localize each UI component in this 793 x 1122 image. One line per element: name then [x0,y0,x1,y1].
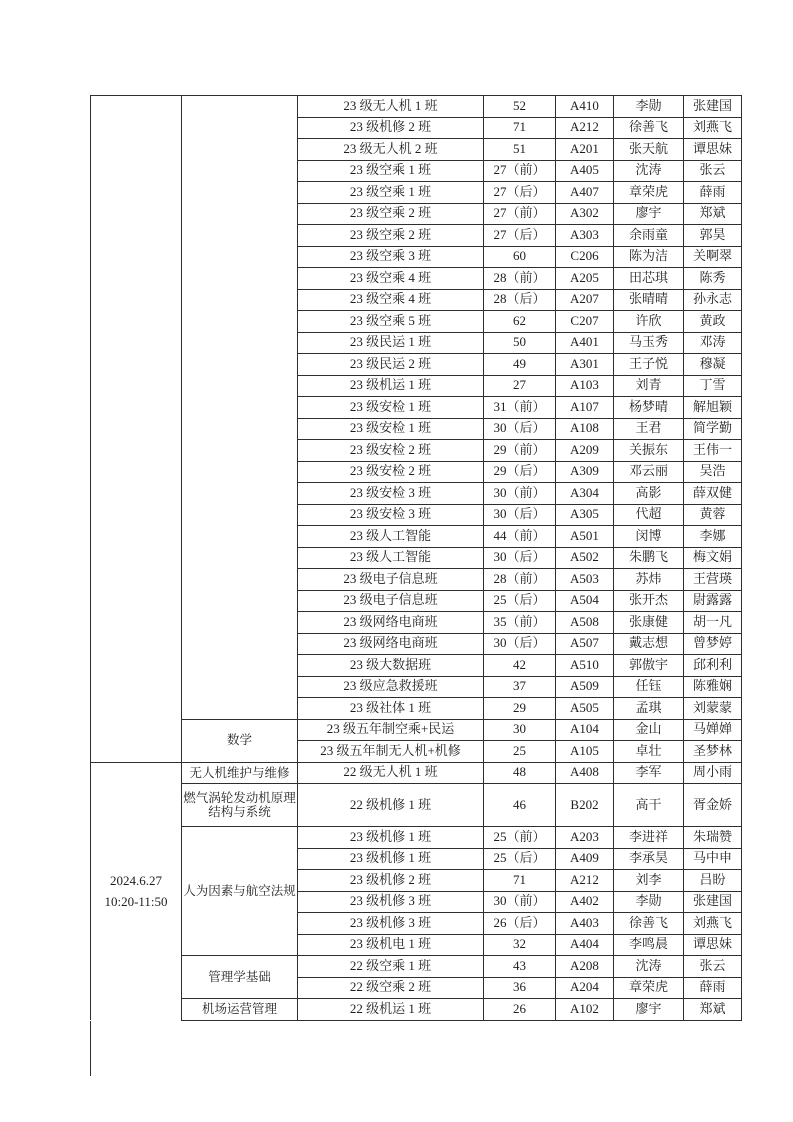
count-cell: 30（后） [484,504,556,526]
table-row [91,784,742,827]
count-cell: 60 [484,246,556,268]
invigilator1-cell: 郭傲宇 [614,655,684,677]
count-cell: 32 [484,934,556,956]
invigilator1-cell: 邓云丽 [614,461,684,483]
subject-cell: 管理学基础 [182,956,298,999]
room-cell: C206 [556,246,614,268]
room-cell: A510 [556,655,614,677]
room-cell: A104 [556,719,614,741]
room-cell: A105 [556,741,614,763]
invigilator2-cell: 郑斌 [684,999,742,1021]
room-cell: B202 [556,784,614,827]
room-cell: A505 [556,698,614,720]
invigilator1-cell: 朱鹏飞 [614,547,684,569]
table-row [91,827,742,849]
invigilator2-cell: 梅文娟 [684,547,742,569]
class-cell: 23 级空乘 1 班 [298,160,484,182]
room-cell: A507 [556,633,614,655]
class-cell: 23 级空乘 1 班 [298,182,484,204]
count-cell: 51 [484,139,556,161]
count-cell: 27（后） [484,225,556,247]
room-cell: A401 [556,332,614,354]
invigilator1-cell: 金山 [614,719,684,741]
class-cell: 23 级机修 3 班 [298,891,484,913]
count-cell: 71 [484,117,556,139]
room-cell: A405 [556,160,614,182]
invigilator2-cell: 黄政 [684,311,742,333]
count-cell: 29（后） [484,461,556,483]
room-cell: A509 [556,676,614,698]
count-cell: 26 [484,999,556,1021]
invigilator1-cell: 李勋 [614,891,684,913]
invigilator1-cell: 戴志想 [614,633,684,655]
invigilator1-cell: 王君 [614,418,684,440]
class-cell: 23 级大数据班 [298,655,484,677]
count-cell: 52 [484,96,556,118]
class-cell: 22 级无人机 1 班 [298,762,484,784]
count-cell: 27（后） [484,182,556,204]
room-cell: A508 [556,612,614,634]
invigilator2-cell: 刘蒙蒙 [684,698,742,720]
subject-cell: 燃气涡轮发动机原理结构与系统 [182,784,298,827]
invigilator1-cell: 田芯琪 [614,268,684,290]
class-cell: 23 级空乘 5 班 [298,311,484,333]
class-cell: 23 级网络电商班 [298,633,484,655]
invigilator2-cell: 朱瑞赞 [684,827,742,849]
invigilator1-cell: 徐善飞 [614,913,684,935]
room-cell: C207 [556,311,614,333]
count-cell: 28（后） [484,289,556,311]
room-cell: A302 [556,203,614,225]
class-cell: 23 级空乘 2 班 [298,225,484,247]
invigilator2-cell: 郑斌 [684,203,742,225]
count-cell: 50 [484,332,556,354]
invigilator2-cell: 胥金娇 [684,784,742,827]
class-cell: 23 级民运 2 班 [298,354,484,376]
invigilator1-cell: 张康健 [614,612,684,634]
invigilator2-cell: 王伟一 [684,440,742,462]
invigilator2-cell: 吕盼 [684,870,742,892]
exam-time: 10:20-11:50 [104,894,168,910]
invigilator2-cell: 尉露露 [684,590,742,612]
class-cell: 23 级无人机 2 班 [298,139,484,161]
table-row [91,719,742,741]
exam-schedule-table [90,95,742,1021]
invigilator2-cell: 孙永志 [684,289,742,311]
room-cell: A503 [556,569,614,591]
count-cell: 30（前） [484,483,556,505]
invigilator1-cell: 李鸣晨 [614,934,684,956]
subject-cell: 数学 [182,719,298,762]
class-cell: 23 级五年制空乘+民运 [298,719,484,741]
class-cell: 23 级空乘 4 班 [298,268,484,290]
class-cell: 23 级机修 3 班 [298,913,484,935]
invigilator1-cell: 许欣 [614,311,684,333]
class-cell: 23 级安检 2 班 [298,440,484,462]
invigilator2-cell: 曾梦婷 [684,633,742,655]
class-cell: 23 级机运 1 班 [298,375,484,397]
invigilator1-cell: 关振东 [614,440,684,462]
invigilator1-cell: 徐善飞 [614,117,684,139]
class-cell: 23 级安检 2 班 [298,461,484,483]
count-cell: 49 [484,354,556,376]
class-cell: 22 级机运 1 班 [298,999,484,1021]
class-cell: 23 级安检 1 班 [298,397,484,419]
count-cell: 28（前） [484,569,556,591]
invigilator1-cell: 廖宇 [614,203,684,225]
room-cell: A403 [556,913,614,935]
room-cell: A204 [556,977,614,999]
room-cell: A408 [556,762,614,784]
table-row [91,956,742,978]
invigilator1-cell: 王子悦 [614,354,684,376]
invigilator1-cell: 高影 [614,483,684,505]
page-continuation-line [90,1021,91,1076]
subject-cell [182,96,298,720]
invigilator2-cell: 张云 [684,160,742,182]
count-cell: 25（后） [484,848,556,870]
count-cell: 25（前） [484,827,556,849]
count-cell: 30 [484,719,556,741]
invigilator1-cell: 张天航 [614,139,684,161]
invigilator1-cell: 张开杰 [614,590,684,612]
class-cell: 23 级空乘 2 班 [298,203,484,225]
invigilator1-cell: 苏炜 [614,569,684,591]
class-cell: 23 级安检 3 班 [298,504,484,526]
count-cell: 30（后） [484,633,556,655]
invigilator2-cell: 张建国 [684,96,742,118]
invigilator1-cell: 卓壮 [614,741,684,763]
class-cell: 23 级民运 1 班 [298,332,484,354]
invigilator1-cell: 李军 [614,762,684,784]
invigilator2-cell: 张云 [684,956,742,978]
room-cell: A102 [556,999,614,1021]
table-row [91,96,742,118]
count-cell: 27（前） [484,203,556,225]
invigilator1-cell: 沈涛 [614,956,684,978]
invigilator2-cell: 王营瑛 [684,569,742,591]
count-cell: 71 [484,870,556,892]
room-cell: A410 [556,96,614,118]
invigilator1-cell: 李承昊 [614,848,684,870]
count-cell: 27（前） [484,160,556,182]
invigilator2-cell: 圣梦林 [684,741,742,763]
room-cell: A108 [556,418,614,440]
room-cell: A212 [556,870,614,892]
invigilator2-cell: 薛雨 [684,977,742,999]
invigilator2-cell: 胡一凡 [684,612,742,634]
invigilator2-cell: 周小雨 [684,762,742,784]
room-cell: A304 [556,483,614,505]
subject-cell: 机场运营管理 [182,999,298,1021]
class-cell: 23 级五年制无人机+机修 [298,741,484,763]
count-cell: 31（前） [484,397,556,419]
class-cell: 23 级网络电商班 [298,612,484,634]
invigilator1-cell: 高干 [614,784,684,827]
invigilator1-cell: 沈涛 [614,160,684,182]
invigilator2-cell: 马中申 [684,848,742,870]
class-cell: 23 级机修 2 班 [298,870,484,892]
class-cell: 23 级人工智能 [298,526,484,548]
count-cell: 43 [484,956,556,978]
count-cell: 30（后） [484,418,556,440]
class-cell: 23 级空乘 3 班 [298,246,484,268]
invigilator1-cell: 章荣虎 [614,977,684,999]
room-cell: A103 [556,375,614,397]
count-cell: 29（前） [484,440,556,462]
count-cell: 37 [484,676,556,698]
invigilator2-cell: 马婵婵 [684,719,742,741]
class-cell: 22 级空乘 1 班 [298,956,484,978]
class-cell: 23 级无人机 1 班 [298,96,484,118]
count-cell: 30（前） [484,891,556,913]
count-cell: 29 [484,698,556,720]
class-cell: 22 级空乘 2 班 [298,977,484,999]
invigilator1-cell: 任钰 [614,676,684,698]
invigilator2-cell: 邱利利 [684,655,742,677]
class-cell: 23 级机修 2 班 [298,117,484,139]
invigilator2-cell: 谭思妹 [684,934,742,956]
count-cell: 27 [484,375,556,397]
room-cell: A409 [556,848,614,870]
class-cell: 23 级机电 1 班 [298,934,484,956]
invigilator1-cell: 孟琪 [614,698,684,720]
invigilator1-cell: 张晴晴 [614,289,684,311]
count-cell: 36 [484,977,556,999]
count-cell: 35（前） [484,612,556,634]
count-cell: 44（前） [484,526,556,548]
invigilator1-cell: 刘李 [614,870,684,892]
table-row [91,762,742,784]
count-cell: 25 [484,741,556,763]
invigilator2-cell: 简学勤 [684,418,742,440]
invigilator1-cell: 李进祥 [614,827,684,849]
class-cell: 23 级电子信息班 [298,590,484,612]
room-cell: A502 [556,547,614,569]
invigilator1-cell: 章荣虎 [614,182,684,204]
room-cell: A402 [556,891,614,913]
count-cell: 25（后） [484,590,556,612]
invigilator1-cell: 杨梦晴 [614,397,684,419]
exam-date: 2024.6.27 [110,873,162,889]
class-cell: 23 级空乘 4 班 [298,289,484,311]
room-cell: A303 [556,225,614,247]
invigilator2-cell: 吴浩 [684,461,742,483]
invigilator2-cell: 解旭颖 [684,397,742,419]
room-cell: A309 [556,461,614,483]
invigilator2-cell: 丁雪 [684,375,742,397]
count-cell: 46 [484,784,556,827]
count-cell: 62 [484,311,556,333]
subject-cell: 人为因素与航空法规 [182,827,298,956]
room-cell: A301 [556,354,614,376]
invigilator1-cell: 廖宇 [614,999,684,1021]
room-cell: A201 [556,139,614,161]
class-cell: 23 级机修 1 班 [298,848,484,870]
count-cell: 42 [484,655,556,677]
count-cell: 30（后） [484,547,556,569]
room-cell: A207 [556,289,614,311]
room-cell: A212 [556,117,614,139]
invigilator2-cell: 薛双健 [684,483,742,505]
room-cell: A209 [556,440,614,462]
class-cell: 23 级电子信息班 [298,569,484,591]
invigilator1-cell: 李勋 [614,96,684,118]
class-cell: 22 级机修 1 班 [298,784,484,827]
invigilator1-cell: 陈为洁 [614,246,684,268]
invigilator2-cell: 邓涛 [684,332,742,354]
class-cell: 23 级社体 1 班 [298,698,484,720]
class-cell: 23 级安检 1 班 [298,418,484,440]
room-cell: A407 [556,182,614,204]
room-cell: A305 [556,504,614,526]
invigilator2-cell: 李娜 [684,526,742,548]
invigilator2-cell: 陈雅娴 [684,676,742,698]
invigilator2-cell: 张建国 [684,891,742,913]
count-cell: 28（前） [484,268,556,290]
invigilator1-cell: 余雨童 [614,225,684,247]
table-row [91,999,742,1021]
invigilator2-cell: 薛雨 [684,182,742,204]
room-cell: A208 [556,956,614,978]
invigilator2-cell: 刘燕飞 [684,913,742,935]
invigilator1-cell: 代超 [614,504,684,526]
class-cell: 23 级机修 1 班 [298,827,484,849]
subject-cell: 无人机维护与维修 [182,762,298,784]
class-cell: 23 级人工智能 [298,547,484,569]
date-cell [91,96,182,763]
invigilator2-cell: 穆凝 [684,354,742,376]
invigilator2-cell: 郭昊 [684,225,742,247]
count-cell: 26（后） [484,913,556,935]
date-cell [91,762,182,1020]
invigilator2-cell: 谭思妹 [684,139,742,161]
room-cell: A501 [556,526,614,548]
room-cell: A205 [556,268,614,290]
room-cell: A203 [556,827,614,849]
invigilator1-cell: 闵博 [614,526,684,548]
table-body [91,96,742,1021]
invigilator2-cell: 刘燕飞 [684,117,742,139]
count-cell: 48 [484,762,556,784]
invigilator1-cell: 马玉秀 [614,332,684,354]
room-cell: A107 [556,397,614,419]
invigilator2-cell: 黄蓉 [684,504,742,526]
room-cell: A404 [556,934,614,956]
class-cell: 23 级安检 3 班 [298,483,484,505]
class-cell: 23 级应急救援班 [298,676,484,698]
invigilator2-cell: 关啊翠 [684,246,742,268]
invigilator1-cell: 刘青 [614,375,684,397]
room-cell: A504 [556,590,614,612]
invigilator2-cell: 陈秀 [684,268,742,290]
